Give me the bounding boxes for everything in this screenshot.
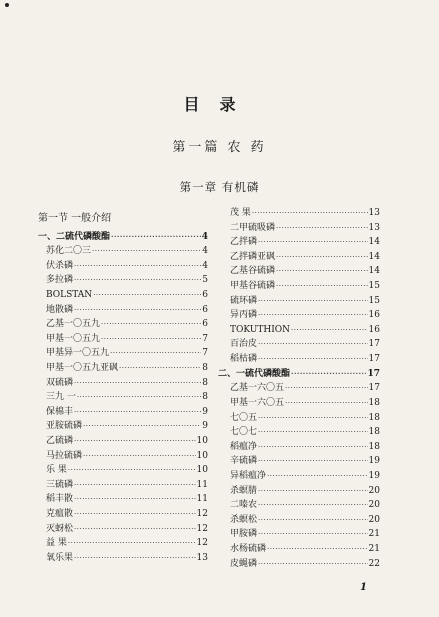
- toc-entry-page: 9: [202, 406, 208, 417]
- toc-entry-label: 一、二硫代磷酸酯: [38, 231, 111, 242]
- toc-entry-label: 稻丰散: [46, 494, 74, 505]
- dot-leader: [74, 303, 201, 318]
- toc-entry-label: 乙基谷硫磷: [230, 266, 276, 277]
- toc-entry-page: 12: [196, 538, 208, 549]
- toc-entry-label: 甲基一六〇五: [230, 397, 285, 408]
- toc-entry-label: 甲基一〇五九亚砜: [46, 362, 119, 373]
- dot-leader: [74, 405, 201, 420]
- toc-entry-label: 二、一硫代磷酸酯: [218, 368, 291, 379]
- dot-leader: [276, 250, 368, 265]
- toc-entry-page: 22: [368, 558, 380, 569]
- toc-entry[interactable]: [38, 288, 208, 303]
- toc-entry-page: 19: [368, 470, 380, 481]
- toc-entry-page: 14: [368, 266, 380, 277]
- toc-entry[interactable]: [230, 513, 380, 528]
- toc-entry[interactable]: [38, 303, 208, 318]
- toc-entry-page: 13: [196, 552, 208, 563]
- dot-leader: [267, 469, 368, 484]
- toc-entry[interactable]: [38, 376, 208, 391]
- toc-entry-label: 甲基一〇五九: [46, 333, 101, 344]
- dot-leader: [258, 411, 368, 426]
- toc-entry-page: 8: [202, 392, 208, 403]
- toc-entry-label: 二嗪农: [230, 500, 258, 511]
- toc-entry[interactable]: [230, 557, 380, 572]
- toc-entry-page: 15: [368, 281, 380, 292]
- toc-entry[interactable]: [38, 361, 208, 376]
- dot-leader: [267, 542, 368, 557]
- toc-entry-page: 10: [196, 450, 208, 461]
- toc-entry-label: 保棉丰: [46, 406, 74, 417]
- toc-entry[interactable]: [230, 381, 380, 396]
- toc-entry-page: 18: [368, 397, 380, 408]
- toc-entry-page: 4: [202, 246, 208, 257]
- dot-leader: [258, 308, 368, 323]
- toc-entry-label: 七〇五: [230, 412, 258, 423]
- ink-speck: [5, 3, 9, 7]
- toc-entry-page: 18: [368, 441, 380, 452]
- toc-entry-page: 7: [202, 348, 208, 359]
- toc-entry-page: 13: [368, 222, 380, 233]
- toc-entry-label: 茂 果: [230, 208, 251, 218]
- toc-entry-page: 6: [202, 319, 208, 330]
- toc-entry-page: 5: [202, 275, 208, 286]
- dot-leader: [74, 273, 201, 288]
- toc-entry-page: 9: [202, 421, 208, 432]
- dot-leader: [110, 346, 201, 361]
- dot-leader: [111, 230, 201, 245]
- toc-entry[interactable]: [230, 498, 380, 513]
- toc-entry[interactable]: [230, 469, 380, 484]
- dot-leader: [258, 294, 368, 309]
- toc-entry-label: BOLSTAN: [46, 289, 93, 300]
- dot-leader: [68, 536, 196, 551]
- toc-entry[interactable]: [230, 440, 380, 455]
- toc-entry[interactable]: [38, 492, 208, 507]
- toc-entry[interactable]: [38, 463, 208, 478]
- toc-entry-page: 11: [196, 494, 208, 505]
- toc-entry-label: 乙拌磷亚砜: [230, 251, 276, 262]
- toc-entry-page: 10: [196, 436, 208, 447]
- toc-entry-page: 21: [368, 529, 380, 540]
- toc-entry[interactable]: [38, 522, 208, 537]
- dot-leader: [285, 396, 368, 411]
- dot-leader: [258, 484, 368, 499]
- toc-entry-page: 18: [368, 427, 380, 438]
- toc-entry-page: 20: [368, 514, 380, 525]
- toc-entry-label: 七〇七: [230, 427, 258, 438]
- toc-entry-label: 乙拌磷: [230, 237, 258, 248]
- toc-entry-page: 14: [368, 251, 380, 262]
- toc-entry[interactable]: [38, 419, 208, 434]
- toc-entry[interactable]: [38, 259, 208, 274]
- toc-entry-label: 苏化二〇三: [46, 246, 92, 257]
- toc-entry-label: 乐 果: [46, 465, 67, 476]
- toc-entry[interactable]: [38, 405, 208, 420]
- toc-entry-label: 水杨硫磷: [230, 544, 267, 555]
- toc-entry-label: TOKUTHION: [230, 324, 291, 335]
- dot-leader: [258, 235, 368, 250]
- toc-entry-label: 亚胺硫磷: [46, 421, 83, 432]
- toc-entry-label: 杀螟松: [230, 514, 258, 525]
- dot-leader: [276, 264, 368, 279]
- toc-entry-page: 20: [368, 485, 380, 496]
- toc-entry-label: 乙基一六〇五: [230, 383, 285, 394]
- toc-entry[interactable]: [230, 323, 380, 338]
- toc-entry-label: 氧乐果: [46, 552, 74, 563]
- toc-entry-page: 19: [368, 456, 380, 467]
- toc-left-list: [38, 230, 208, 566]
- toc-entry-page: 16: [368, 310, 380, 321]
- part-heading: 第一篇 农 药: [172, 140, 267, 155]
- toc-entry-label: 地散磷: [46, 304, 74, 315]
- dot-leader: [258, 352, 368, 367]
- toc-entry-page: 12: [196, 509, 208, 520]
- toc-entry-page: 17: [368, 383, 380, 394]
- toc-entry[interactable]: [38, 244, 208, 259]
- dot-leader: [74, 522, 196, 537]
- toc-entry-page: 14: [368, 237, 380, 248]
- dot-leader: [83, 449, 196, 464]
- toc-entry-page: 11: [196, 479, 208, 490]
- toc-entry-label: 三硫磷: [46, 479, 74, 490]
- toc-entry-label: 乙基一〇五九: [46, 319, 101, 330]
- dot-leader: [258, 557, 368, 572]
- toc-entry[interactable]: [230, 425, 380, 440]
- dot-leader: [285, 381, 368, 396]
- toc-entry-label: 甲基谷硫磷: [230, 281, 276, 292]
- toc-entry-page: 6: [202, 289, 208, 300]
- dot-leader: [258, 527, 368, 542]
- toc-entry[interactable]: [230, 411, 380, 426]
- toc-right-list: [218, 206, 380, 571]
- toc-entry-page: 4: [201, 231, 208, 242]
- toc-entry-page: 15: [368, 295, 380, 306]
- toc-entry[interactable]: [38, 434, 208, 449]
- toc-entry-label: 马拉硫磷: [46, 450, 83, 461]
- toc-entry-label: 杀螟腈: [230, 485, 258, 496]
- toc-entry-label: 益 果: [46, 538, 67, 549]
- dot-leader: [258, 425, 368, 440]
- toc-entry[interactable]: [38, 317, 208, 332]
- toc-entry[interactable]: [230, 542, 380, 557]
- toc-entry-label: 二甲硫吸磷: [230, 222, 276, 233]
- toc-entry-label: 双硫磷: [46, 377, 74, 388]
- page-title: 目录: [183, 95, 256, 114]
- toc-entry-page: 4: [202, 260, 208, 271]
- dot-leader: [119, 361, 201, 376]
- toc-entry-label: 伏杀磷: [46, 260, 74, 271]
- dot-leader: [252, 206, 368, 221]
- toc-entry[interactable]: [38, 273, 208, 288]
- toc-entry[interactable]: [38, 536, 208, 551]
- dot-leader: [291, 367, 366, 382]
- dot-leader: [74, 434, 196, 449]
- toc-entry[interactable]: [230, 308, 380, 323]
- toc-entry-label: 辛硫磷: [230, 456, 258, 467]
- dot-leader: [83, 419, 201, 434]
- dot-leader: [291, 323, 368, 338]
- toc-entry[interactable]: [230, 484, 380, 499]
- toc-entry[interactable]: [230, 206, 380, 221]
- dot-leader: [92, 244, 201, 259]
- toc-entry[interactable]: [230, 221, 380, 236]
- toc-entry[interactable]: [38, 507, 208, 522]
- toc-entry-label: 甲基异一〇五九: [46, 348, 110, 359]
- toc-entry-page: 21: [368, 544, 380, 555]
- dot-leader: [74, 259, 201, 274]
- toc-entry[interactable]: [230, 279, 380, 294]
- toc-entry-page: 12: [196, 523, 208, 534]
- toc-entry[interactable]: [230, 337, 380, 352]
- dot-leader: [74, 376, 201, 391]
- dot-leader: [68, 463, 196, 478]
- toc-entry-page: 17: [368, 354, 380, 365]
- toc-entry-page: 6: [202, 304, 208, 315]
- toc-entry[interactable]: [38, 478, 208, 493]
- toc-subheading[interactable]: [38, 230, 208, 245]
- toc-entry[interactable]: [38, 551, 208, 566]
- toc-entry[interactable]: [230, 454, 380, 469]
- toc-subheading[interactable]: [218, 367, 380, 382]
- toc-entry-label: 稻瘟净: [230, 441, 258, 452]
- toc-left-column: [38, 212, 208, 566]
- section-heading: 第一节 一般介绍: [38, 213, 112, 224]
- toc-entry[interactable]: [38, 346, 208, 361]
- toc-entry-label: 多拉磷: [46, 275, 74, 286]
- toc-entry[interactable]: [230, 352, 380, 367]
- toc-entry-page: 16: [368, 324, 380, 335]
- toc-entry-page: 8: [202, 377, 208, 388]
- toc-entry-label: 乙硫磷: [46, 436, 74, 447]
- toc-entry-page: 20: [368, 500, 380, 511]
- dot-leader: [258, 454, 368, 469]
- dot-leader: [276, 279, 368, 294]
- toc-entry[interactable]: [230, 294, 380, 309]
- toc-entry-page: 7: [202, 333, 208, 344]
- dot-leader: [258, 513, 368, 528]
- toc-entry[interactable]: [230, 527, 380, 542]
- toc-entry-label: 异丙磷: [230, 310, 258, 321]
- toc-entry-page: 13: [368, 208, 380, 218]
- toc-entry[interactable]: [230, 235, 380, 250]
- dot-leader: [77, 390, 201, 405]
- dot-leader: [276, 221, 368, 236]
- toc-entry[interactable]: [38, 449, 208, 464]
- toc-entry[interactable]: [230, 250, 380, 265]
- toc-entry[interactable]: [38, 332, 208, 347]
- toc-entry-label: 甲胺磷: [230, 529, 258, 540]
- page-number: 1: [360, 582, 367, 593]
- toc-entry[interactable]: [38, 390, 208, 405]
- dot-leader: [258, 498, 368, 513]
- toc-entry-label: 克瘟散: [46, 509, 74, 520]
- toc-entry-label: 灭蚜松: [46, 523, 74, 534]
- toc-entry-label: 硫环磷: [230, 295, 258, 306]
- dot-leader: [74, 507, 196, 522]
- toc-entry-page: 10: [196, 465, 208, 476]
- dot-leader: [74, 478, 196, 493]
- dot-leader: [101, 317, 201, 332]
- dot-leader: [258, 440, 368, 455]
- toc-entry[interactable]: [230, 396, 380, 411]
- toc-entry-page: 17: [367, 368, 380, 379]
- toc-entry-page: 18: [368, 412, 380, 423]
- toc-entry-label: 稻枯磷: [230, 354, 258, 365]
- toc-entry[interactable]: [230, 264, 380, 279]
- toc-right-column: [218, 206, 380, 571]
- dot-leader: [258, 337, 368, 352]
- chapter-heading: 第一章 有机磷: [179, 180, 260, 194]
- toc-entry-page: 17: [368, 339, 380, 350]
- toc-entry-page: 8: [202, 362, 208, 373]
- dot-leader: [74, 492, 196, 507]
- toc-entry-label: 异稻瘟净: [230, 470, 267, 481]
- dot-leader: [74, 551, 196, 566]
- toc-entry-label: 三九 一: [46, 392, 76, 403]
- toc-entry-label: 皮蝇磷: [230, 558, 258, 569]
- dot-leader: [101, 332, 201, 347]
- dot-leader: [93, 288, 201, 303]
- toc-entry-label: 百治皮: [230, 339, 258, 350]
